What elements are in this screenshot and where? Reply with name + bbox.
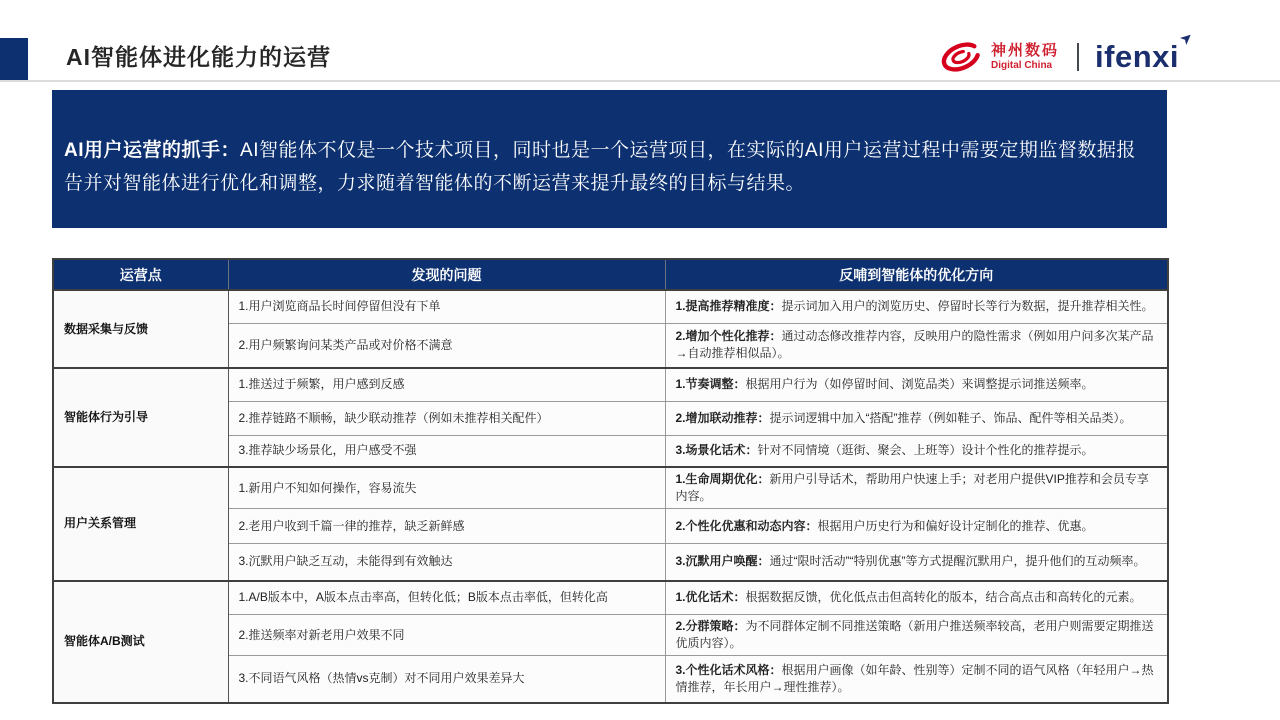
- optimization-cell: [665, 323, 1168, 368]
- title-accent-square: [0, 38, 28, 80]
- problem-cell: 1.新用户不知如何操作，容易流失: [228, 467, 665, 509]
- ifenxi-arrow-icon: ➤: [1176, 27, 1198, 50]
- optimization-lead: 1.生命周期优化：: [675, 472, 770, 486]
- problem-cell: 1.用户浏览商品长时间停留但没有下单: [228, 290, 665, 323]
- optimization-cell: [665, 368, 1168, 401]
- page-title: AI智能体进化能力的运营: [66, 44, 331, 70]
- optimization-detail: 通过“限时活动”“特别优惠”等方式提醒沉默用户，提升他们的互动频率。: [769, 554, 1146, 569]
- ifenxi-wordmark: ifenxi: [1095, 39, 1179, 74]
- optimization-cell: [665, 615, 1168, 656]
- optimization-cell: [665, 435, 1168, 467]
- header-cell-operation-point: 运营点: [53, 259, 228, 290]
- optimization-detail: 提示词逻辑中加入“搭配”推荐（例如鞋子、饰品、配件等相关品类）。: [769, 410, 1132, 425]
- problem-cell: 3.推荐缺少场景化，用户感受不强: [228, 435, 665, 467]
- optimization-cell: [665, 467, 1168, 509]
- intro-banner: [52, 90, 1167, 228]
- optimization-lead: 2.增加联动推荐：: [675, 410, 770, 425]
- optimization-lead: 2.个性化优惠和动态内容：: [675, 518, 818, 533]
- optimization-detail: 根据用户历史行为和偏好设计定制化的推荐、优惠。: [817, 518, 1094, 533]
- intro-banner-paragraph: [64, 134, 1153, 200]
- brand-divider: [1077, 43, 1079, 71]
- header-cell-optimization-direction: 反哺到智能体的优化方向: [665, 259, 1168, 290]
- digital-china-swirl-icon: [938, 38, 984, 76]
- header-divider-line: [0, 80, 1280, 82]
- problem-cell: 3.不同语气风格（热情vs克制）对不同用户效果差异大: [228, 656, 665, 703]
- optimization-cell: [665, 581, 1168, 615]
- optimization-lead: 3.场景化话术：: [675, 443, 758, 458]
- problem-cell: 1.推送过于频繁，用户感到反感: [228, 368, 665, 401]
- problem-cell: 2.推荐链路不顺畅，缺少联动推荐（例如未推荐相关配件）: [228, 401, 665, 435]
- header-cell-problems-found: 发现的问题: [228, 259, 665, 290]
- optimization-detail: 通过动态修改推荐内容，反映用户的隐性需求（例如用户问多次某产品→自动推荐相似品）。: [675, 329, 1154, 361]
- group-name-user-relationship: 用户关系管理: [53, 467, 228, 581]
- optimization-detail: 为不同群体定制不同推送策略（新用户推送频率较高，老用户则需要定期推送优质内容）。: [675, 619, 1154, 650]
- group-name-ab-testing: 智能体A/B测试: [53, 581, 228, 703]
- optimization-lead: 2.增加个性化推荐：: [675, 329, 782, 344]
- optimization-detail: 根据用户画像（如年龄、性别等）定制不同的语气风格（年轻用户→热情推荐，年长用户→理性推荐）。: [675, 662, 1154, 694]
- problem-cell: 3.沉默用户缺乏互动，未能得到有效触达: [228, 544, 665, 581]
- ifenxi-logo: [1095, 27, 1198, 75]
- digital-china-name-en: Digital China: [991, 59, 1053, 71]
- optimization-lead: 3.个性化话术风格：: [675, 662, 782, 677]
- problem-cell: 2.老用户收到千篇一律的推荐，缺乏新鲜感: [228, 509, 665, 544]
- optimization-cell: [665, 656, 1168, 703]
- group-name-data-collection: 数据采集与反馈: [53, 290, 228, 368]
- optimization-detail: 根据用户行为（如停留时间、浏览品类）来调整提示词推送频率。: [745, 377, 1094, 392]
- optimization-lead: 3.沉默用户唤醒：: [675, 554, 770, 569]
- optimization-detail: 提示词加入用户的浏览历史、停留时长等行为数据，提升推荐相关性。: [781, 299, 1154, 314]
- problem-cell: 1.A/B版本中，A版本点击率高，但转化低；B版本点击率低，但转化高: [228, 581, 665, 615]
- optimization-lead: 1.提高推荐精准度：: [675, 299, 782, 314]
- brand-area: [938, 27, 1198, 80]
- optimization-detail: 根据数据反馈，优化低点击但高转化的版本，结合高点击和高转化的元素。: [745, 590, 1142, 605]
- operations-table: [52, 258, 1169, 704]
- optimization-detail: 针对不同情境（逛街、聚会、上班等）设计个性化的推荐提示。: [757, 443, 1094, 458]
- table-row: [53, 467, 1168, 509]
- digital-china-wordmark: [991, 43, 1059, 71]
- optimization-cell: [665, 290, 1168, 323]
- table-row: [53, 290, 1168, 323]
- optimization-cell: [665, 401, 1168, 435]
- optimization-cell: [665, 544, 1168, 581]
- table-row: [53, 368, 1168, 401]
- digital-china-name-cn: 神州数码: [991, 42, 1060, 60]
- intro-banner-lead: AI用户运营的抓手：: [64, 140, 241, 161]
- optimization-lead: 1.节奏调整：: [675, 377, 746, 392]
- intro-banner-text: AI智能体不仅是一个技术项目，同时也是一个运营项目，在实际的AI用户运营过程中需要定期监督数据报告并对智能体进行优化和调整，力求随着智能体的不断运营来提升最终的目标与结果。: [64, 140, 1136, 194]
- group-name-behavior-guidance: 智能体行为引导: [53, 368, 228, 467]
- problem-cell: 2.推送频率对新老用户效果不同: [228, 615, 665, 656]
- optimization-lead: 2.分群策略：: [675, 619, 746, 633]
- optimization-detail: 新用户引导话术，帮助用户快速上手；对老用户提供VIP推荐和会员专享内容。: [675, 472, 1149, 503]
- problem-cell: 2.用户频繁询问某类产品或对价格不满意: [228, 323, 665, 368]
- optimization-cell: [665, 509, 1168, 544]
- table-row: [53, 581, 1168, 615]
- optimization-lead: 1.优化话术：: [675, 590, 746, 605]
- table-header-row: [53, 259, 1168, 290]
